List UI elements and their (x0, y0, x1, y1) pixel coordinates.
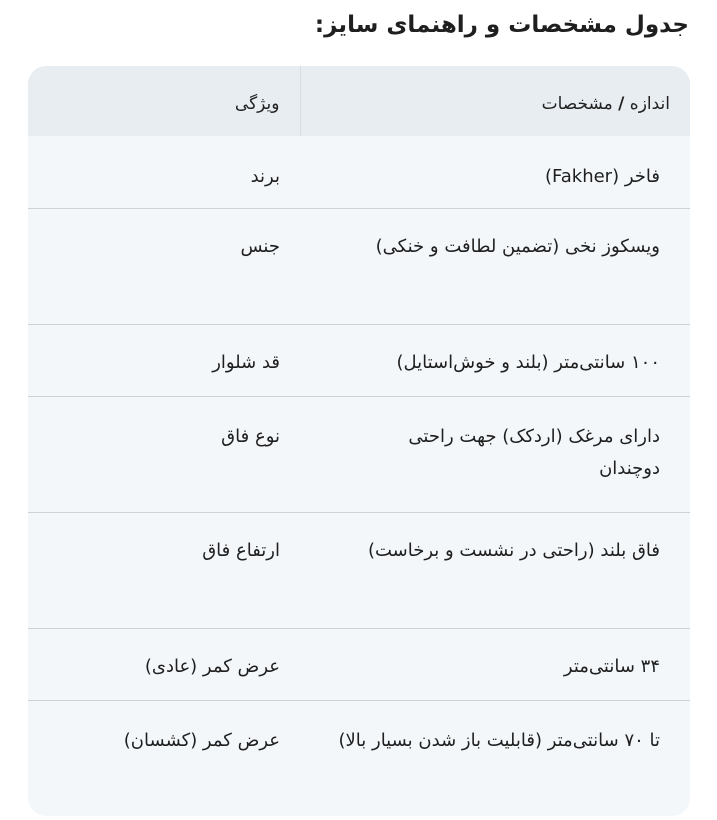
cell-spec: ویسکوز نخی (تضمین لطافت و خنکی) (300, 208, 690, 324)
column-header-slash: / (618, 94, 625, 114)
table-row-crotch-type (28, 396, 690, 512)
cell-spec: ۳۴ سانتی‌متر (300, 628, 690, 700)
table-row-waist-normal (28, 628, 690, 700)
cell-attribute: برند (28, 136, 300, 208)
column-header-spec-part2: مشخصات (541, 94, 613, 114)
table-header-row (28, 66, 690, 136)
size-spec-table (28, 66, 690, 816)
size-spec-table-card (28, 66, 690, 816)
column-header-spec (300, 66, 690, 136)
cell-spec (300, 396, 690, 512)
table-row-waist-stretch (28, 700, 690, 816)
column-header-spec-part1: اندازه (629, 94, 670, 114)
table-row-material (28, 208, 690, 324)
column-header-attribute: ویژگی (28, 66, 300, 136)
cell-spec-text: دارای مرغک (اردکک) جهت راحتی دوچندان (408, 425, 660, 479)
cell-attribute: عرض کمر (کشسان) (123, 729, 280, 751)
cell-attribute: نوع فاق (28, 396, 300, 512)
cell-spec: فاق بلند (راحتی در نشست و برخاست) (300, 512, 690, 628)
cell-spec: تا ۷۰ سانتی‌متر (قابلیت باز شدن بسیار بالا) (338, 729, 660, 751)
table-row-crotch-height (28, 512, 690, 628)
cell-spec: ۱۰۰ سانتی‌متر (بلند و خوش‌استایل) (300, 324, 690, 396)
table-row-brand (28, 136, 690, 208)
cell-attribute: عرض کمر (عادی) (28, 628, 300, 700)
cell-attribute: جنس (28, 208, 300, 324)
table-row-length (28, 324, 690, 396)
table-heading: جدول مشخصات و راهنمای سایز: (314, 12, 689, 38)
cell-attribute: قد شلوار (28, 324, 300, 396)
cell-spec: فاخر (Fakher) (300, 136, 690, 208)
cell-attribute: ارتفاع فاق (28, 512, 300, 628)
